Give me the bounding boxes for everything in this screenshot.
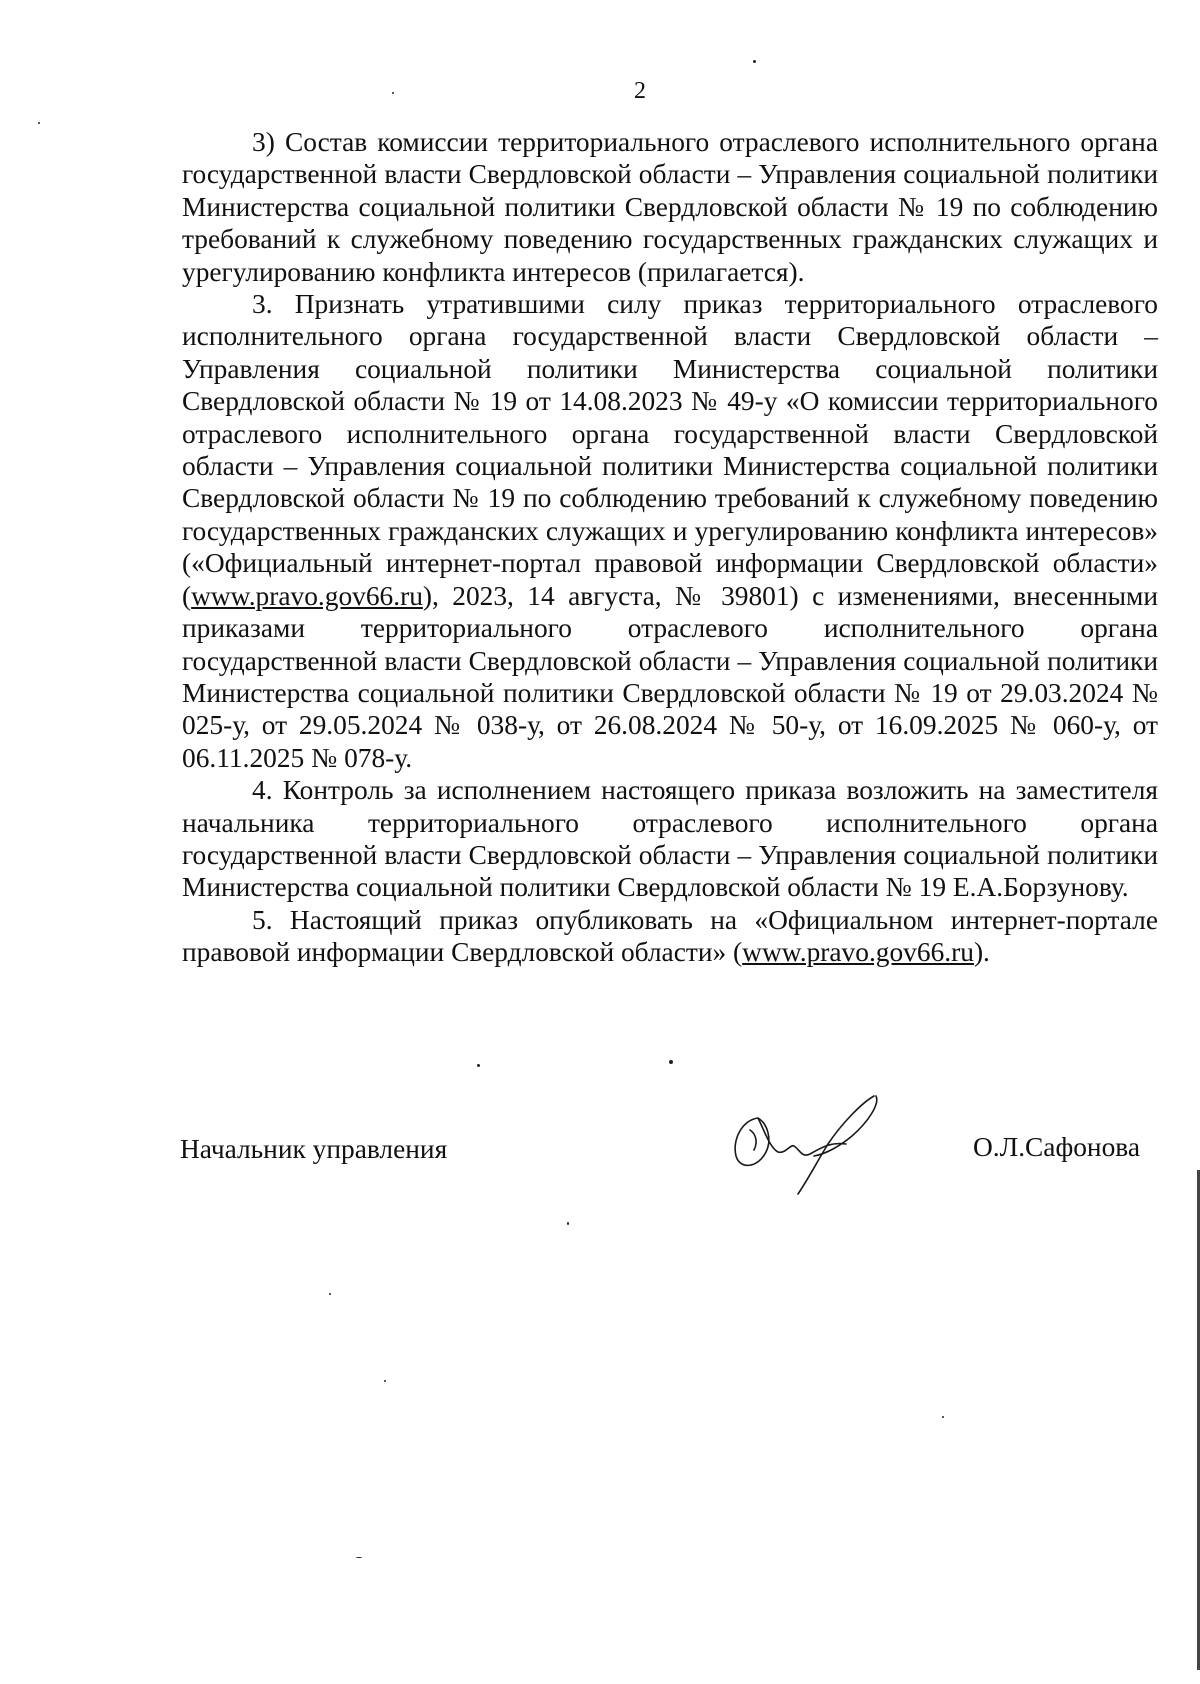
scan-speck: [38, 122, 40, 124]
paragraph-publication: [182, 904, 1158, 969]
scan-speck: [392, 92, 394, 94]
paragraph-commission-composition: [182, 126, 1158, 288]
signature-block: [180, 1134, 1140, 1194]
scan-speck: [567, 1222, 569, 1225]
paragraph-text: ), 2023, 14 августа, № 39801) с изменениями, внесенными приказами территориального отраслевого исполнительного органа государственной власти Свердловской области – Управления социальной политики Министерства социальной политики Свердловской области № 19 от 29.03.2024 № 025-у, от 29.05.2024 № 038-у, от 26.08.2024 № 50-у, от 16.09.2025 № 060-у, от 06.11.2025 № 078-у.: [182, 580, 1158, 773]
paragraph-text: 3) Состав комиссии территориального отраслевого исполнительного органа государственной власти Свердловской области – Управления социальной политики Министерства социальной политики Свердловской области № 19 по соблюдению требований к служебному поведению государственных гражданских служащих и урегулированию конфликта интересов (прилагается).: [182, 127, 1158, 287]
scan-speck: [329, 1293, 331, 1295]
document-body: [182, 126, 1158, 969]
paragraph-text: 5. Настоящий приказ опубликовать на «Официальном интернет-портале правовой информации Свердловской области» (: [182, 904, 1158, 968]
page-number: 2: [634, 78, 646, 104]
scan-speck: [477, 1064, 480, 1067]
pravo-portal-link[interactable]: www.pravo.gov66.ru: [191, 580, 423, 611]
paragraph-repeal-order: [182, 288, 1158, 774]
scan-speck: [753, 60, 756, 63]
paragraph-control: [182, 774, 1158, 904]
handwritten-signature: [728, 1090, 898, 1200]
paragraph-text: ).: [973, 937, 990, 968]
scan-speck: [356, 1557, 362, 1558]
paragraph-text: 4. Контроль за исполнением настоящего приказа возложить на заместителя начальника территориального отраслевого исполнительного органа государственной власти Свердловской области – Управления социальной политики Министерства социальной политики Свердловской области № 19 Е.А.Борзунову.: [182, 775, 1158, 903]
signer-name: О.Л.Сафонова: [972, 1132, 1140, 1162]
pravo-portal-link[interactable]: www.pravo.gov66.ru: [742, 937, 974, 968]
scan-speck: [384, 1380, 386, 1382]
paragraph-text: 3. Признать утратившими силу приказ территориального отраслевого исполнительного органа государственной власти Свердловской области – Управления социальной политики Министерства социальной политики Свердловской области № 19 от 14.08.2023 № 49-у «О комиссии территориального отраслевого исполнительного органа государственной власти Свердловской области – Управления социальной политики Министерства социальной политики Свердловской области № 19 по соблюдению требований к служебному поведению государственных гражданских служащих и урегулированию конфликта интересов» («Официальный интернет-портал правовой информации Свердловской области» (: [182, 289, 1158, 611]
scan-speck: [942, 1416, 944, 1418]
signer-position: Начальник управления: [180, 1134, 448, 1164]
scan-speck: [669, 1060, 673, 1064]
